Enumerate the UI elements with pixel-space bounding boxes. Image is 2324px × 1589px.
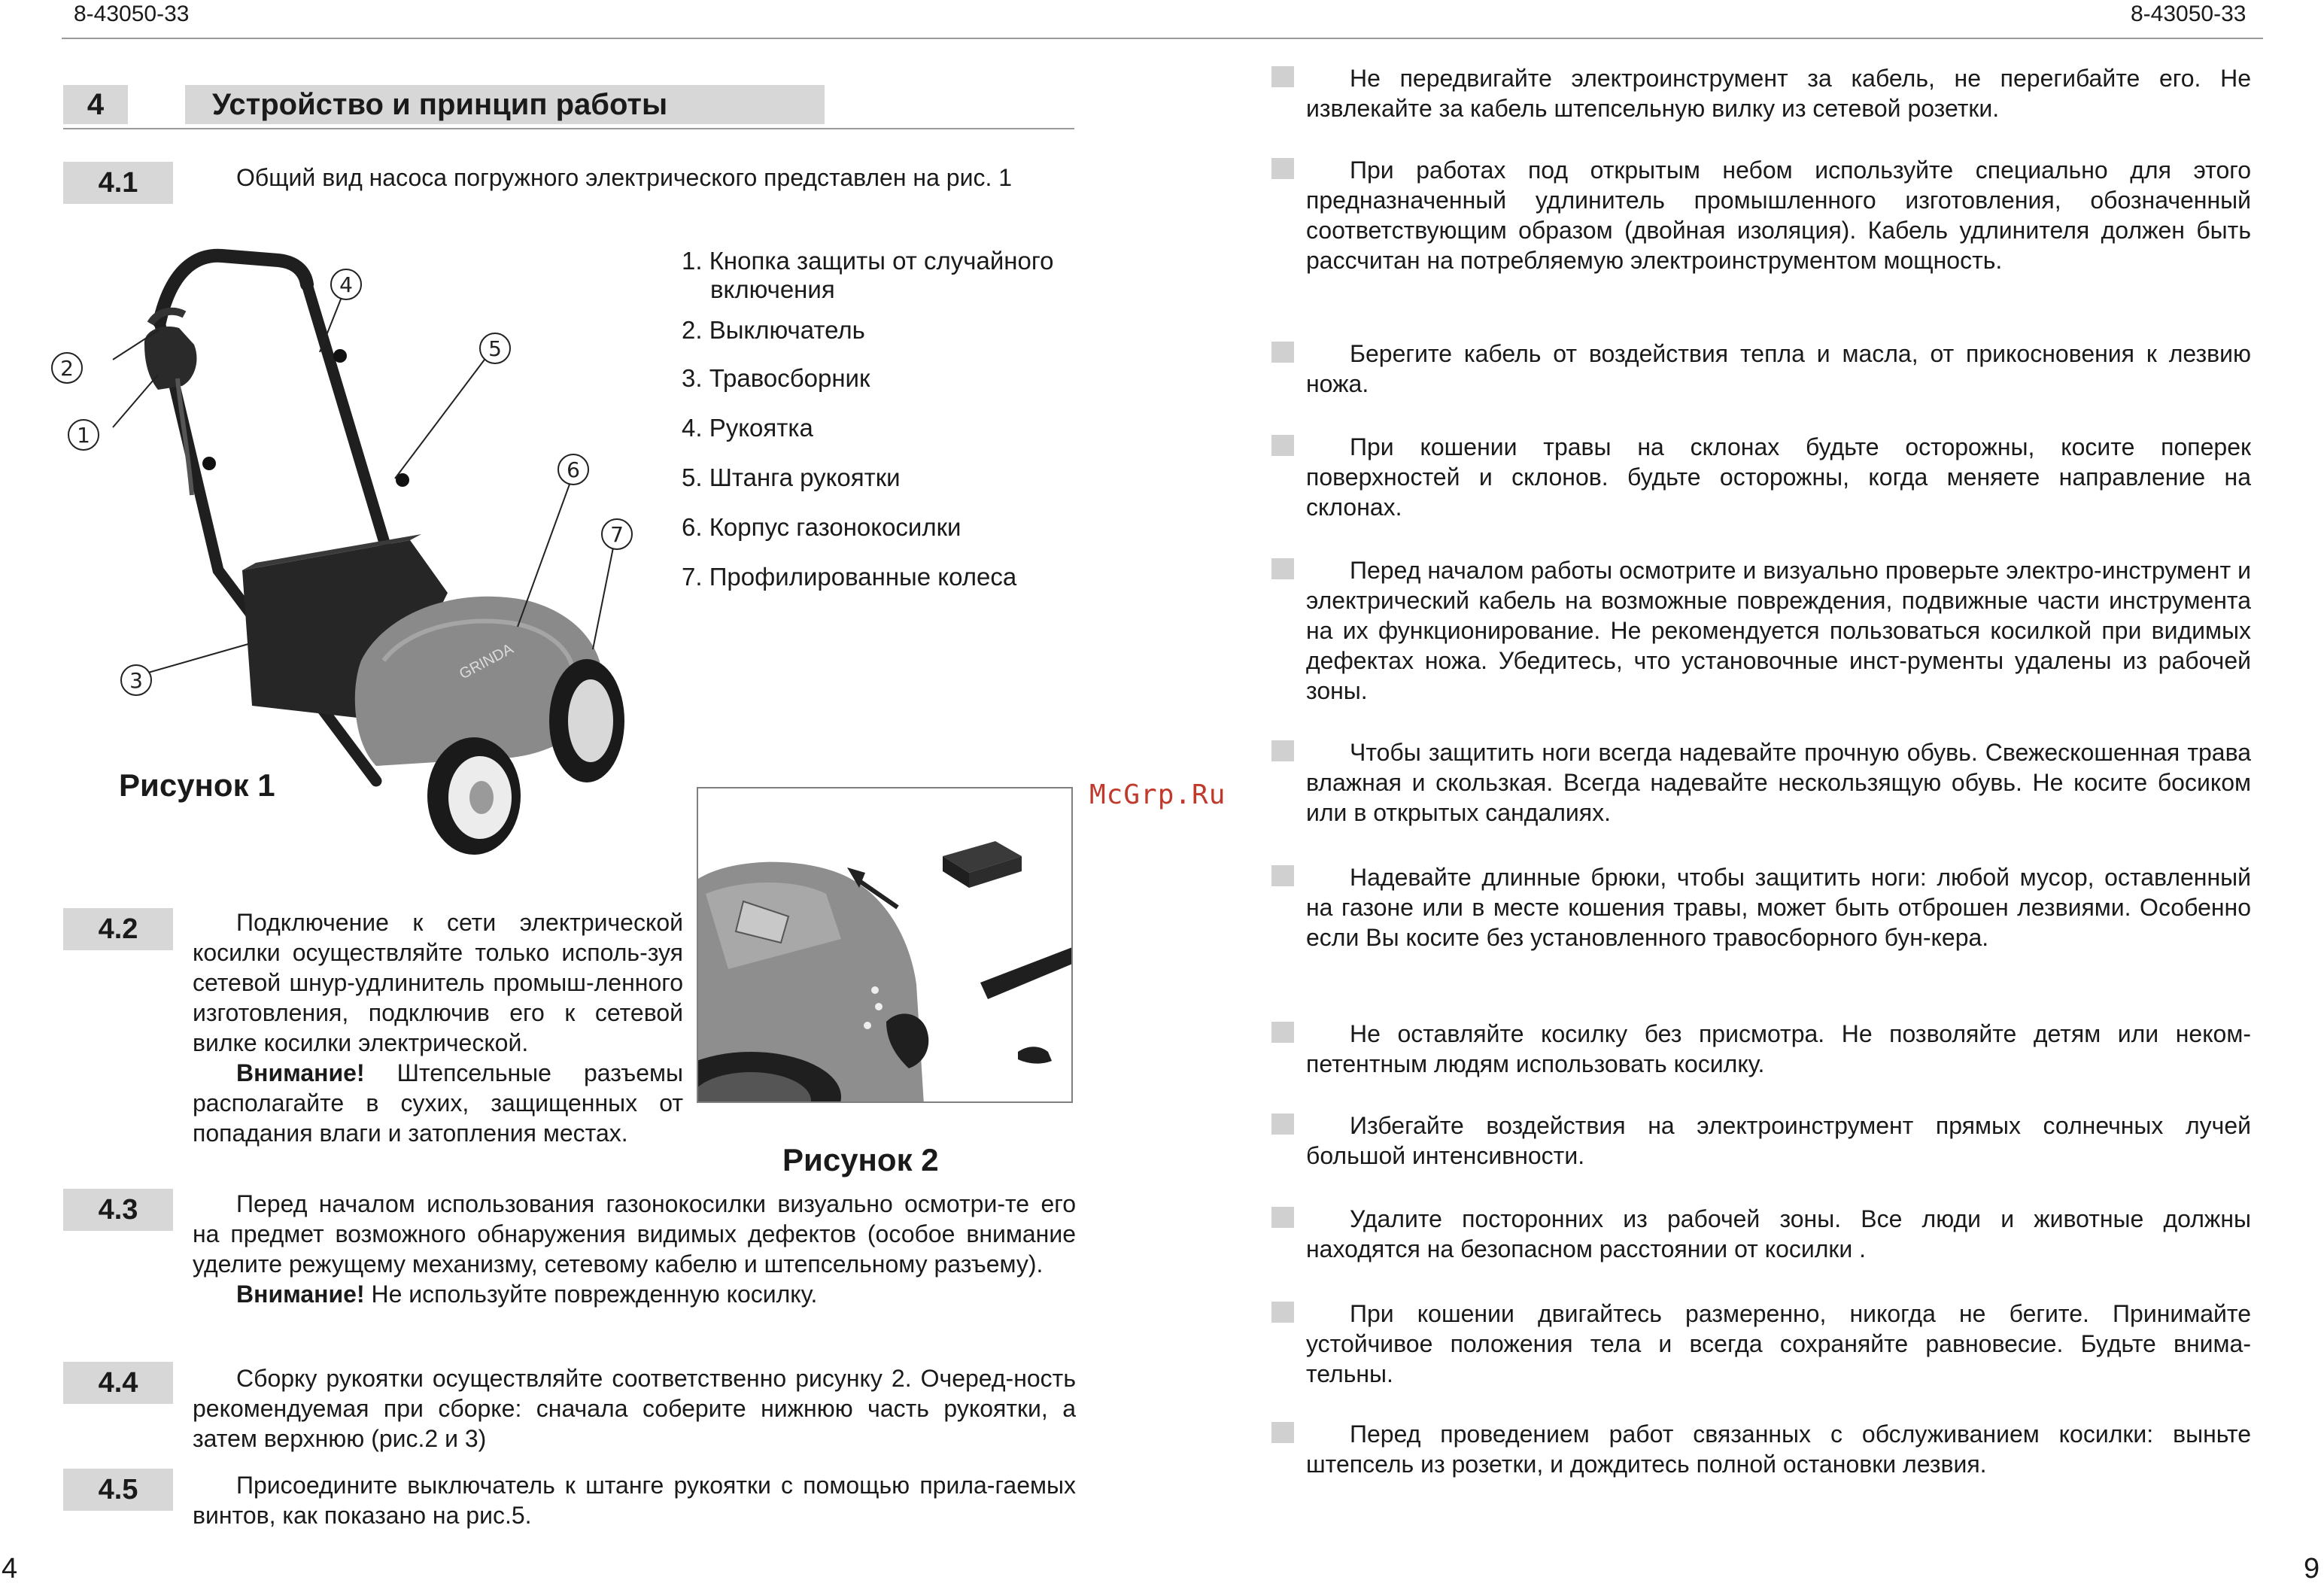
figure2-caption: Рисунок 2 xyxy=(782,1142,939,1177)
bullet-square xyxy=(1271,740,1294,761)
legend-item-1-cont: включения xyxy=(710,275,835,303)
section-number: 4 xyxy=(63,85,128,124)
doc-code-left: 8-43050-33 xyxy=(74,2,190,26)
handle-assembly-illustration xyxy=(698,788,1073,1103)
page-number-left: 4 xyxy=(2,1553,18,1584)
bullet-square xyxy=(1271,158,1294,179)
legend-item-6: 6. Корпус газонокосилки xyxy=(682,513,961,541)
figure2-frame xyxy=(697,787,1073,1103)
callout-1: 1 xyxy=(77,423,90,448)
bullet-square xyxy=(1271,1422,1294,1443)
item-number-4-4: 4.4 xyxy=(63,1362,173,1404)
item-4-2-paragraph: Подключение к сети электрической косилки осуществляйте только исполь-зуя сетевой шнур-удлинитель промыш-ленного изготовления, подключив его к сетевой вилке косилки электрической. xyxy=(193,909,683,1056)
bullet-square xyxy=(1271,1302,1294,1323)
item-4-3-warning xyxy=(193,1279,1076,1309)
legend-item-4: 4. Рукоятка xyxy=(682,414,813,442)
warning-label: Внимание! xyxy=(236,1059,365,1086)
item-4-4-text xyxy=(193,1363,1076,1454)
callout-4: 4 xyxy=(339,272,353,297)
bullet-square xyxy=(1271,66,1294,87)
bullet-square xyxy=(1271,1114,1294,1135)
legend-item-7: 7. Профилированные колеса xyxy=(682,563,1017,591)
bullet-square xyxy=(1271,1207,1294,1228)
mower-brand-label: GRINDA xyxy=(457,640,517,683)
warning-text: Не используйте поврежденную косилку. xyxy=(364,1281,818,1308)
item-4-4-paragraph: Сборку рукоятки осуществляйте соответственно рисунку 2. Очеред-ность рекомендуемая при сборке: сначала соберите нижнюю часть рукоятки, а затем верхнюю (рис.2 и 3) xyxy=(193,1365,1076,1452)
item-number-4-3: 4.3 xyxy=(63,1189,173,1231)
bullet-square xyxy=(1271,865,1294,886)
item-number-4-1: 4.1 xyxy=(63,162,173,204)
item-4-3-text xyxy=(193,1189,1076,1309)
legend-item-5: 5. Штанга рукоятки xyxy=(682,463,901,491)
item-4-1-paragraph: Общий вид насоса погружного электрического представлен на рис. 1 xyxy=(236,164,1013,191)
figure1-caption: Рисунок 1 xyxy=(119,767,275,803)
item-4-3-paragraph: Перед началом использования газонокосилки визуально осмотри-те его на предмет возможного обнаружения видимых дефектов (особое внимание уделите режущему механизму, сетевому кабелю и штепсельному разъему). xyxy=(193,1190,1076,1278)
bullet-square xyxy=(1271,435,1294,456)
item-4-5-paragraph: Присоедините выключатель к штанге рукоятки с помощью прила-гаемых винтов, как показано на рис.5. xyxy=(193,1472,1076,1529)
bullet-square xyxy=(1271,342,1294,363)
callout-3: 3 xyxy=(129,668,143,693)
warning-text: Штепсельные разъемы располагайте в сухих, защищенных от попадания влаги и затопления местах. xyxy=(193,1059,683,1147)
legend-item-2: 2. Выключатель xyxy=(682,316,865,344)
warning-label: Внимание! xyxy=(236,1281,365,1308)
item-4-2-text xyxy=(193,907,683,1148)
item-number-4-2: 4.2 xyxy=(63,908,173,950)
callout-5: 5 xyxy=(488,336,502,361)
legend-item-1: 1. Кнопка защиты от случайного xyxy=(682,247,1054,275)
header-rule xyxy=(62,38,2263,39)
item-number-4-5: 4.5 xyxy=(63,1469,173,1511)
bullet-square xyxy=(1271,1022,1294,1043)
lawn-mower-illustration xyxy=(30,239,692,856)
section-title: Устройство и принцип работы xyxy=(185,85,825,124)
doc-code-right: 8-43050-33 xyxy=(2131,2,2247,26)
item-4-2-warning xyxy=(193,1058,683,1148)
page-number-right: 9 xyxy=(2304,1553,2320,1584)
item-4-5-text xyxy=(193,1470,1076,1530)
callout-6: 6 xyxy=(567,457,580,482)
callout-7: 7 xyxy=(610,522,624,547)
callout-2: 2 xyxy=(60,356,74,381)
watermark-text: McGrp.Ru xyxy=(1089,779,1226,810)
section-rule xyxy=(63,128,1074,129)
item-4-1-text xyxy=(193,163,1076,193)
legend-item-3: 3. Травосборник xyxy=(682,364,870,392)
bullet-square xyxy=(1271,558,1294,579)
